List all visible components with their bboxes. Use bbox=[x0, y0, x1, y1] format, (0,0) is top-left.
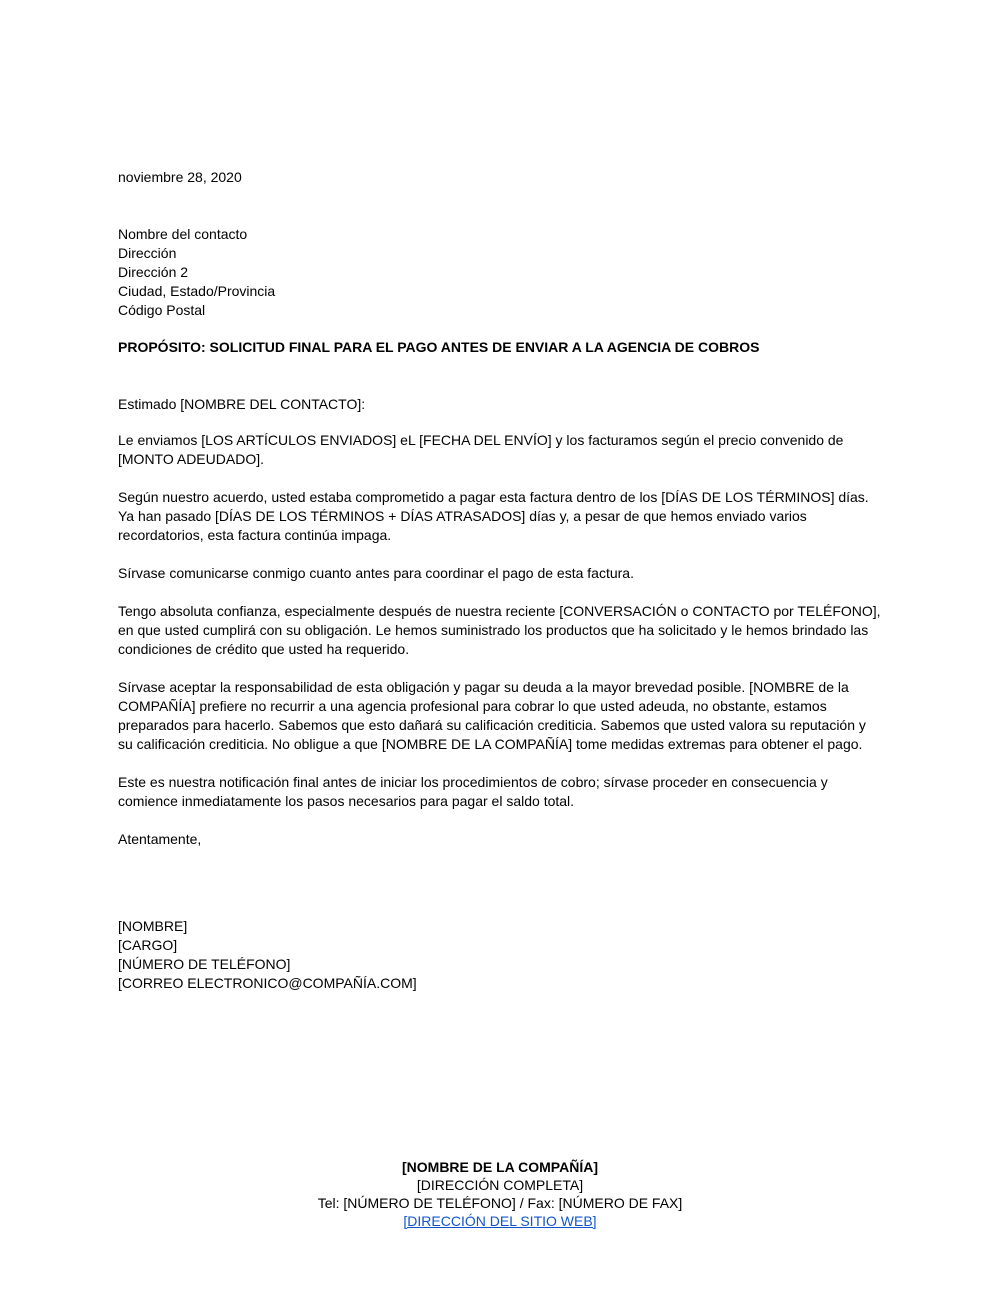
closing: Atentamente, bbox=[118, 831, 202, 847]
footer-company-name: [NOMBRE DE LA COMPAÑÍA] bbox=[402, 1159, 598, 1175]
body-paragraph: Sírvase comunicarse conmigo cuanto antes para coordinar el pago de esta factura. bbox=[118, 565, 634, 581]
signature-phone: [NÚMERO DE TELÉFONO] bbox=[118, 956, 291, 972]
body-paragraph: Sírvase aceptar la responsabilidad de esta obligación y pagar su deuda a la mayor brevedad posible. [NOMBRE de la COMPAÑÍA] prefiere no recurrir a una agencia profesional para cobrar lo que usted adeuda, no obstante, estamos preparados para hacerlo. Sabemos que esto dañará su calificación crediticia. Sabemos que usted valora su reputación y su calificación crediticia. No obligue a que [NOMBRE DE LA COMPAÑÍA] tome medidas extremas para obtener el pago. bbox=[118, 679, 866, 752]
signature-email: [CORREO ELECTRONICO@COMPAÑÍA.COM] bbox=[118, 975, 417, 991]
recipient-address1: Dirección bbox=[118, 245, 177, 261]
signature-block bbox=[118, 917, 882, 993]
body-paragraph: Tengo absoluta confianza, especialmente después de nuestra reciente [CONVERSACIÓN o CONTACTO por TELÉFONO], en que usted cumplirá con su obligación. Le hemos suministrado los productos que ha solicitado y le hemos brindado las condiciones de crédito que usted ha requerido. bbox=[118, 603, 881, 657]
recipient-block bbox=[118, 225, 882, 320]
signature-name: [NOMBRE] bbox=[118, 918, 188, 934]
signature-title: [CARGO] bbox=[118, 937, 178, 953]
recipient-name: Nombre del contacto bbox=[118, 226, 248, 242]
subject-line: PROPÓSITO: SOLICITUD FINAL PARA EL PAGO ANTES DE ENVIAR A LA AGENCIA DE COBROS bbox=[118, 339, 760, 355]
body-paragraph: Según nuestro acuerdo, usted estaba comprometido a pagar esta factura dentro de los [DÍAS DE LOS TÉRMINOS] días. Ya han pasado [DÍAS DE LOS TÉRMINOS + DÍAS ATRASADOS] días y, a pesar de que hemos enviado varios recordatorios, esta factura continúa impaga. bbox=[118, 489, 869, 543]
body-paragraph: Este es nuestra notificación final antes de iniciar los procedimientos de cobro; sírvase proceder en consecuencia y comience inmediatamente los pasos necesarios para pagar el saldo total. bbox=[118, 774, 828, 809]
letter-date: noviembre 28, 2020 bbox=[118, 169, 242, 185]
recipient-postal: Código Postal bbox=[118, 302, 206, 318]
recipient-address2: Dirección 2 bbox=[118, 264, 189, 280]
letter-footer bbox=[0, 1158, 1000, 1230]
footer-address: [DIRECCIÓN COMPLETA] bbox=[416, 1177, 584, 1193]
footer-phone-fax: Tel: [NÚMERO DE TELÉFONO] / Fax: [NÚMERO DE FAX] bbox=[317, 1195, 683, 1211]
salutation: Estimado [NOMBRE DEL CONTACTO]: bbox=[118, 396, 366, 412]
footer-website-link[interactable]: [DIRECCIÓN DEL SITIO WEB] bbox=[403, 1213, 597, 1229]
footer-website bbox=[0, 1212, 1000, 1230]
recipient-city: Ciudad, Estado/Provincia bbox=[118, 283, 276, 299]
body-paragraph: Le enviamos [LOS ARTÍCULOS ENVIADOS] eL [FECHA DEL ENVÍO] y los facturamos según el precio convenido de [MONTO ADEUDADO]. bbox=[118, 432, 844, 467]
